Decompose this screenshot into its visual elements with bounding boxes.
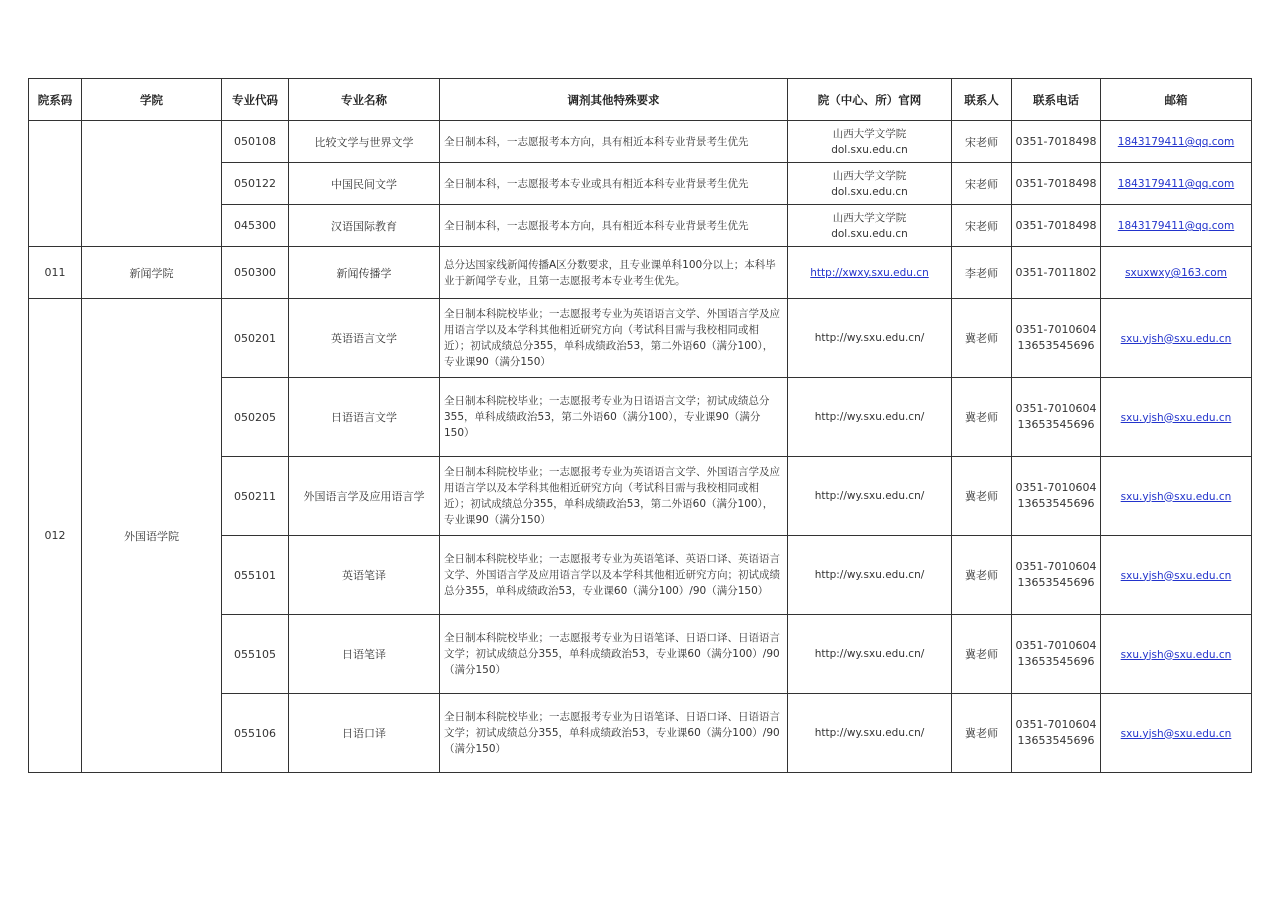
email-link[interactable]: 1843179411@qq.com [1117, 178, 1235, 190]
major-code: 055105 [222, 615, 289, 694]
major-name: 日语笔译 [289, 615, 440, 694]
email-link[interactable]: sxu.yjsh@sxu.edu.cn [1120, 332, 1232, 345]
email-cell [1101, 378, 1252, 457]
website [788, 205, 952, 247]
header-school: 学院 [82, 79, 222, 121]
website [788, 163, 952, 205]
website [788, 247, 952, 299]
contact: 冀老师 [952, 536, 1012, 615]
admission-table [28, 78, 1252, 773]
major-code: 055106 [222, 694, 289, 773]
major-name: 英语语言文学 [289, 299, 440, 378]
major-code: 050211 [222, 457, 289, 536]
email-link[interactable]: sxu.yjsh@sxu.edu.cn [1120, 727, 1232, 740]
email-link[interactable]: sxu.yjsh@sxu.edu.cn [1120, 648, 1232, 661]
major-code: 050205 [222, 378, 289, 457]
phone [1012, 694, 1101, 773]
phone-mobile: 13653545696 [1017, 497, 1095, 510]
contact: 冀老师 [952, 299, 1012, 378]
major-name: 英语笔译 [289, 536, 440, 615]
major-code: 050300 [222, 247, 289, 299]
phone-landline: 0351-7010604 [1015, 402, 1097, 415]
email-cell [1101, 457, 1252, 536]
header-major-name: 专业名称 [289, 79, 440, 121]
major-name: 新闻传播学 [289, 247, 440, 299]
major-name: 中国民间文学 [289, 163, 440, 205]
major-code: 050122 [222, 163, 289, 205]
website-domain: dol.sxu.edu.cn [831, 143, 908, 156]
major-name: 汉语国际教育 [289, 205, 440, 247]
major-code: 055101 [222, 536, 289, 615]
email-cell [1101, 205, 1252, 247]
email-link[interactable]: sxu.yjsh@sxu.edu.cn [1120, 411, 1232, 424]
requirements: 全日制本科院校毕业；一志愿报考专业为英语语言文学、外国语言学及应用语言学以及本学科其他相近研究方向（考试科目需与我校相同或相近）；初试成绩总分355，单科成绩政治53，第二外语60（满分100），专业课90（满分150） [440, 299, 788, 378]
header-phone: 联系电话 [1012, 79, 1101, 121]
school-name: 外国语学院 [82, 299, 222, 773]
major-name: 日语语言文学 [289, 378, 440, 457]
phone [1012, 536, 1101, 615]
phone: 0351-7018498 [1012, 205, 1101, 247]
dept-code: 012 [29, 299, 82, 773]
major-name: 日语口译 [289, 694, 440, 773]
phone-mobile: 13653545696 [1017, 734, 1095, 747]
table-row [29, 299, 1252, 378]
contact: 宋老师 [952, 163, 1012, 205]
website-name: 山西大学文学院 [832, 127, 907, 140]
requirements: 全日制本科，一志愿报考本专业或具有相近本科专业背景考生优先 [440, 163, 788, 205]
website: http://wy.sxu.edu.cn/ [788, 615, 952, 694]
requirements: 全日制本科院校毕业；一志愿报考专业为英语笔译、英语口译、英语语言文学、外国语言学及应用语言学以及本学科其他相近研究方向；初试成绩总分355，单科成绩政治53，专业课60（满分100）/90（满分150） [440, 536, 788, 615]
phone-landline: 0351-7010604 [1015, 718, 1097, 731]
header-row [29, 79, 1252, 121]
phone [1012, 378, 1101, 457]
phone-landline: 0351-7010604 [1015, 481, 1097, 494]
phone-mobile: 13653545696 [1017, 339, 1095, 352]
email-cell [1101, 121, 1252, 163]
website: http://wy.sxu.edu.cn/ [788, 299, 952, 378]
header-major-code: 专业代码 [222, 79, 289, 121]
contact: 冀老师 [952, 457, 1012, 536]
requirements: 全日制本科，一志愿报考本方向，具有相近本科专业背景考生优先 [440, 121, 788, 163]
dept-code-cell [29, 121, 82, 247]
website: http://wy.sxu.edu.cn/ [788, 536, 952, 615]
phone-mobile: 13653545696 [1017, 418, 1095, 431]
email-link[interactable]: sxu.yjsh@sxu.edu.cn [1120, 569, 1232, 582]
phone-mobile: 13653545696 [1017, 576, 1095, 589]
website: http://wy.sxu.edu.cn/ [788, 378, 952, 457]
website-name: 山西大学文学院 [832, 169, 907, 182]
website-name: 山西大学文学院 [832, 211, 907, 224]
contact: 冀老师 [952, 378, 1012, 457]
phone-landline: 0351-7010604 [1015, 560, 1097, 573]
header-dept-code: 院系码 [29, 79, 82, 121]
email-link[interactable]: sxu.yjsh@sxu.edu.cn [1120, 490, 1232, 503]
phone [1012, 457, 1101, 536]
website-domain: dol.sxu.edu.cn [831, 185, 908, 198]
requirements: 全日制本科院校毕业；一志愿报考专业为日语笔译、日语口译、日语语言文学；初试成绩总分355，单科成绩政治53，专业课60（满分100）/90（满分150） [440, 694, 788, 773]
website-link[interactable]: http://xwxy.sxu.edu.cn [810, 266, 929, 279]
major-name: 外国语言学及应用语言学 [289, 457, 440, 536]
dept-code: 011 [29, 247, 82, 299]
phone: 0351-7011802 [1012, 247, 1101, 299]
header-email: 邮箱 [1101, 79, 1252, 121]
requirements: 总分达国家线新闻传播A区分数要求，且专业课单科100分以上；本科毕业于新闻学专业，且第一志愿报考本专业考生优先。 [440, 247, 788, 299]
email-cell [1101, 247, 1252, 299]
website [788, 121, 952, 163]
header-contact: 联系人 [952, 79, 1012, 121]
major-code: 050108 [222, 121, 289, 163]
header-website: 院（中心、所）官网 [788, 79, 952, 121]
website: http://wy.sxu.edu.cn/ [788, 457, 952, 536]
phone [1012, 615, 1101, 694]
major-code: 050201 [222, 299, 289, 378]
contact: 李老师 [952, 247, 1012, 299]
contact: 冀老师 [952, 694, 1012, 773]
phone-mobile: 13653545696 [1017, 655, 1095, 668]
major-code: 045300 [222, 205, 289, 247]
website-domain: dol.sxu.edu.cn [831, 227, 908, 240]
email-cell [1101, 694, 1252, 773]
requirements: 全日制本科院校毕业；一志愿报考专业为英语语言文学、外国语言学及应用语言学以及本学科其他相近研究方向（考试科目需与我校相同或相近）；初试成绩总分355，单科成绩政治53，第二外语60（满分100），专业课90（满分150） [440, 457, 788, 536]
email-cell [1101, 299, 1252, 378]
email-link[interactable]: 1843179411@qq.com [1117, 220, 1235, 232]
email-link[interactable]: 1843179411@qq.com [1117, 136, 1235, 148]
table-row [29, 121, 1252, 163]
email-link[interactable]: sxuxwxy@163.com [1125, 267, 1227, 279]
school-cell [82, 121, 222, 247]
website: http://wy.sxu.edu.cn/ [788, 694, 952, 773]
email-cell [1101, 163, 1252, 205]
requirements: 全日制本科院校毕业；一志愿报考专业为日语语言文学；初试成绩总分355，单科成绩政治53，第二外语60（满分100），专业课90（满分150） [440, 378, 788, 457]
phone-landline: 0351-7010604 [1015, 639, 1097, 652]
contact: 宋老师 [952, 121, 1012, 163]
phone: 0351-7018498 [1012, 121, 1101, 163]
phone-landline: 0351-7010604 [1015, 323, 1097, 336]
contact: 冀老师 [952, 615, 1012, 694]
contact: 宋老师 [952, 205, 1012, 247]
major-name: 比较文学与世界文学 [289, 121, 440, 163]
header-requirements: 调剂其他特殊要求 [440, 79, 788, 121]
phone: 0351-7018498 [1012, 163, 1101, 205]
phone [1012, 299, 1101, 378]
requirements: 全日制本科，一志愿报考本方向，具有相近本科专业背景考生优先 [440, 205, 788, 247]
email-cell [1101, 536, 1252, 615]
table-row [29, 247, 1252, 299]
school-name: 新闻学院 [82, 247, 222, 299]
requirements: 全日制本科院校毕业；一志愿报考专业为日语笔译、日语口译、日语语言文学；初试成绩总分355，单科成绩政治53，专业课60（满分100）/90（满分150） [440, 615, 788, 694]
email-cell [1101, 615, 1252, 694]
